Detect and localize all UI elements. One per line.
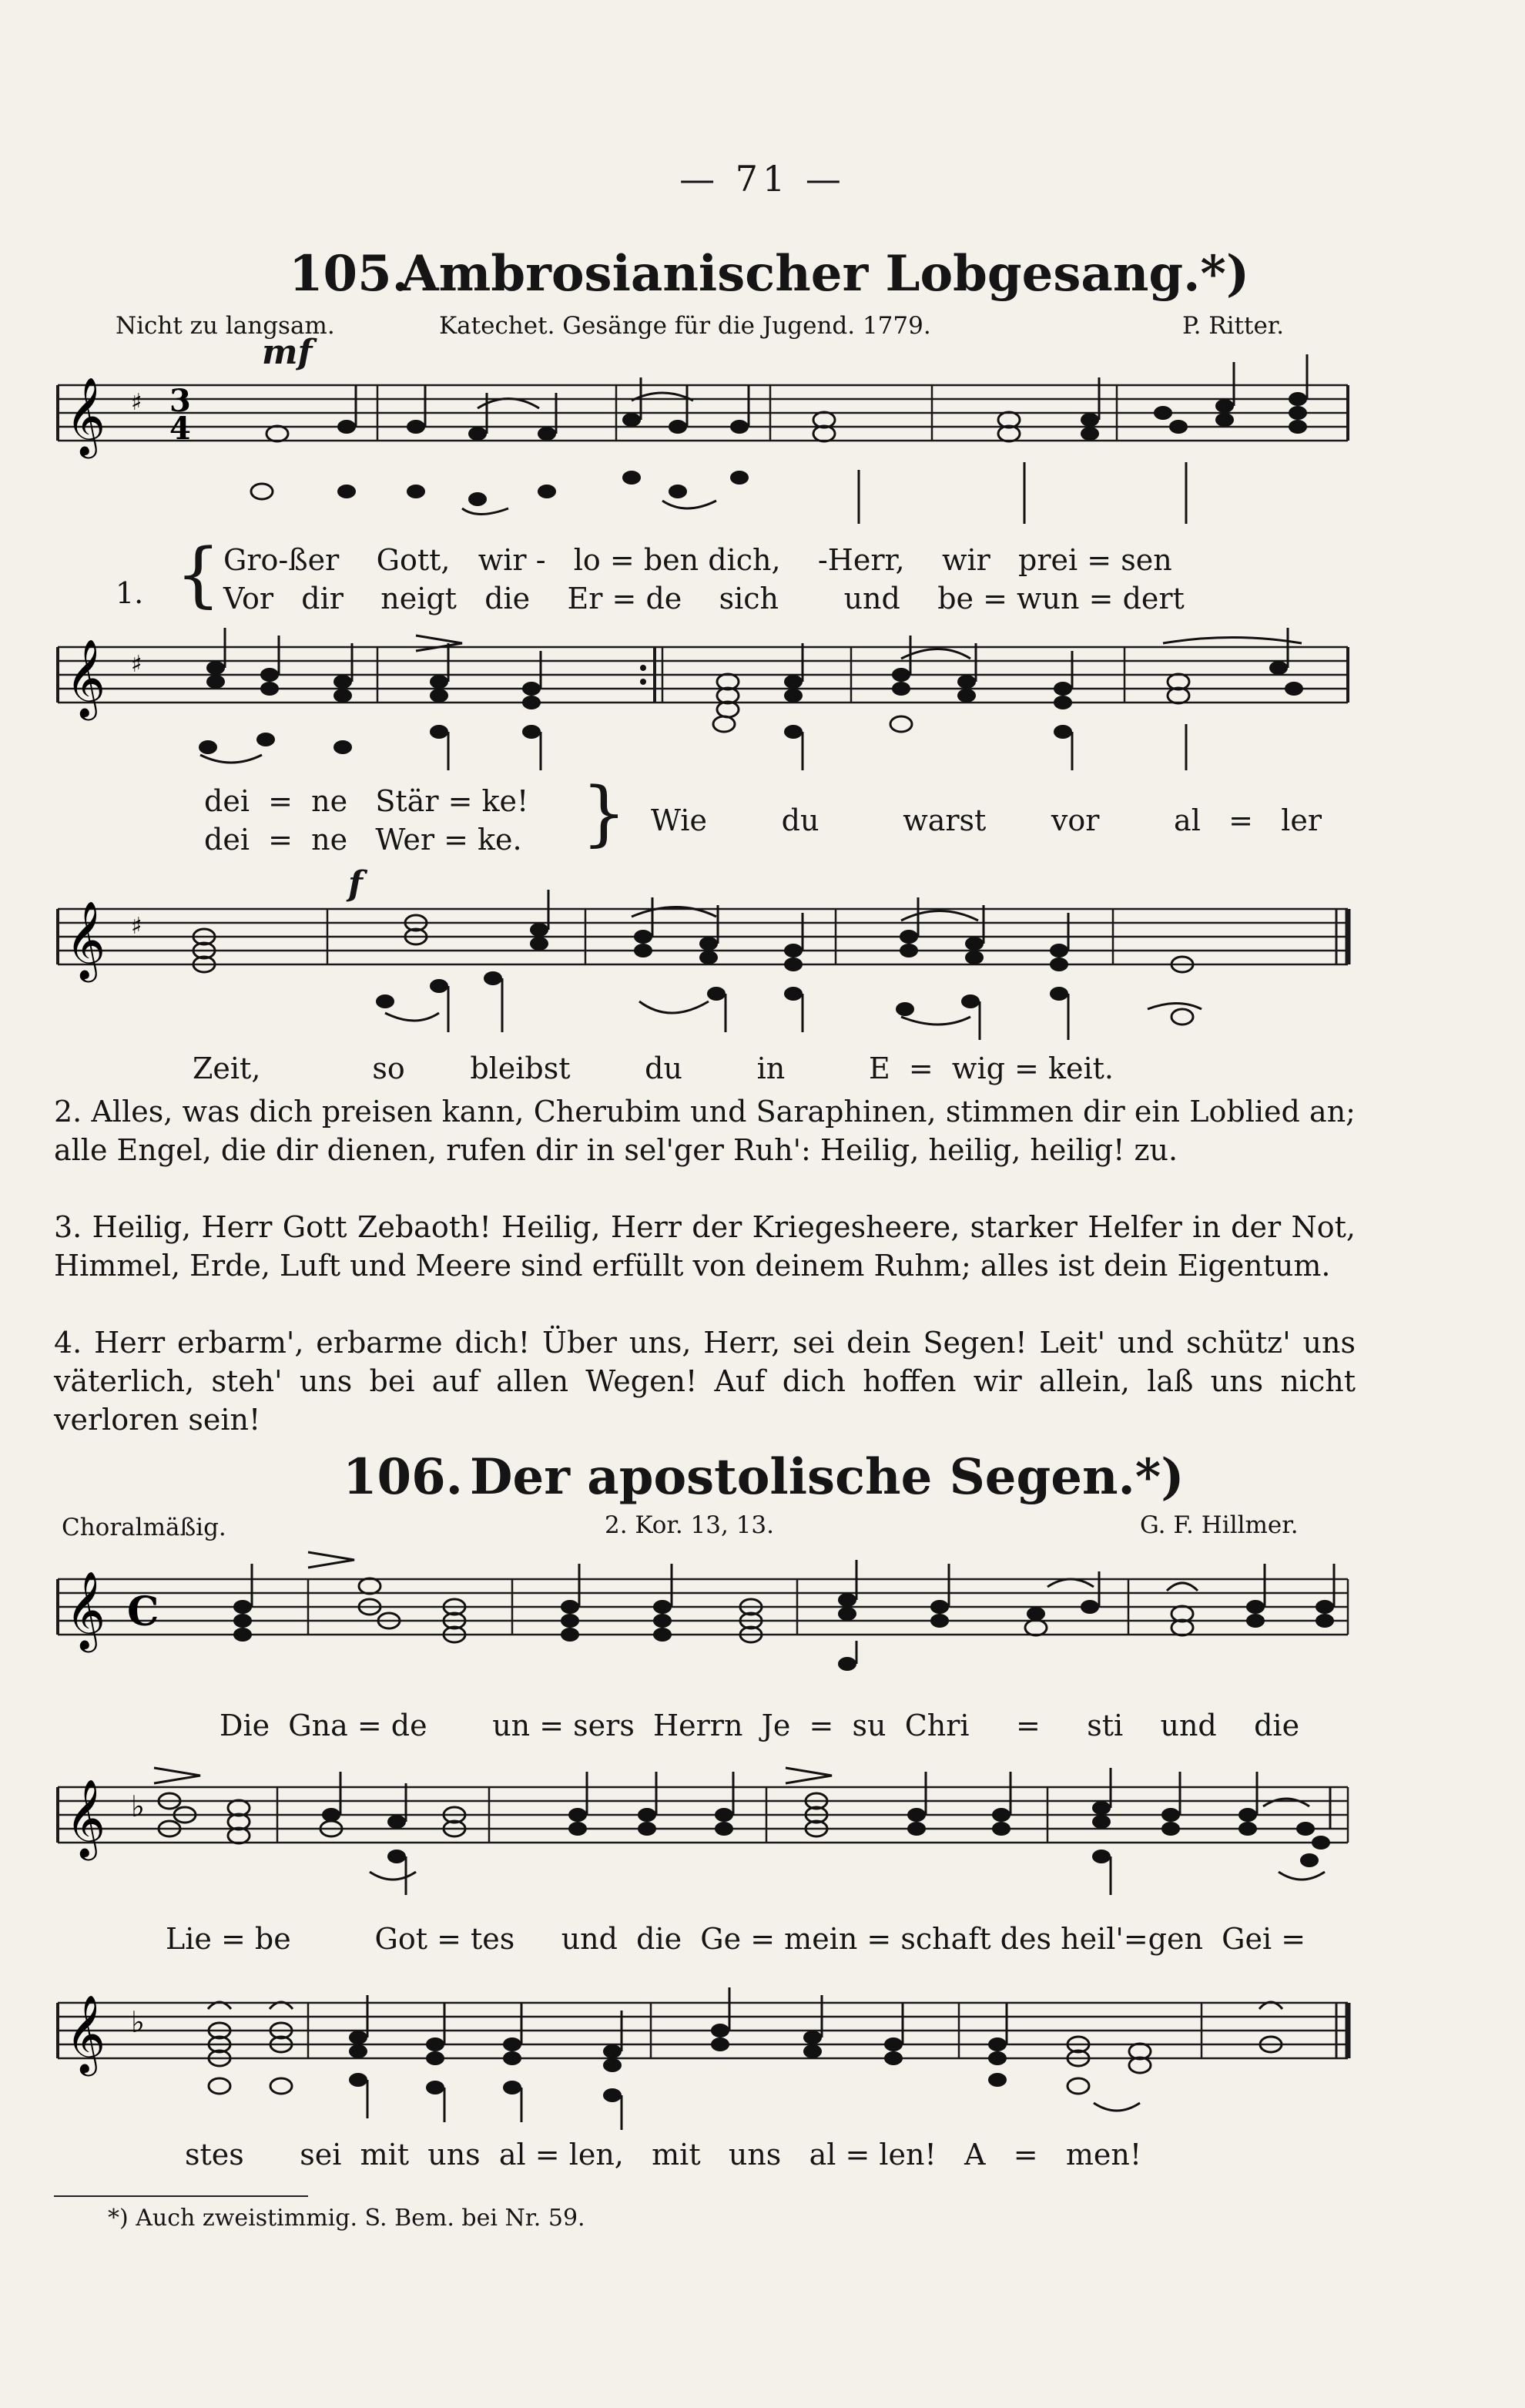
treble-clef-icon: 𝄞 [65,376,106,455]
hymn-105-lyric-2a: dei = ne Stär = ke! [204,784,529,818]
common-time-icon: C [127,1588,159,1635]
hymn-105-title: Ambrosianischer Lobgesang.*) [401,245,1250,303]
slurs [200,636,1302,763]
hymn-106-staff-system-3 [46,1995,1356,2134]
hymn-105-staff-system-3 [46,901,1356,1055]
hymn-105-tempo: Nicht zu langsam. [116,312,335,340]
hymn-106-composer: G. F. Hillmer. [1140,1511,1299,1539]
hymn-106-title: Der apostolische Segen.*) [470,1448,1185,1506]
hymn-105-staff-system-1 [46,377,1356,555]
fermatas [208,2002,1282,2111]
sharp-icon: ♯ [131,651,142,678]
hymn-106-staff-system-2 [46,1779,1356,1918]
slurs [154,1768,1325,1880]
treble-clef-icon: 𝄞 [65,1570,106,1649]
hymn-106-tempo: Choralmäßig. [62,1514,226,1541]
verse-2: 2. Alles, was dich preisen kann, Cherubim und Saraphinen, stimmen dir ein Loblied an; alle Engel, die dir dienen, rufen dir in sel'ger Ruh': Heilig, heilig, heilig! zu. [54,1095,1356,1167]
hymn-106-number: 106. [343,1448,463,1506]
flat-icon: ♭ [131,2005,145,2039]
hymn-105-lyric-3: Zeit, so bleibst du in E = wig = keit. [193,1051,1114,1085]
dynamic-mf: mf [262,333,313,372]
treble-clef-icon: 𝄞 [65,1778,106,1857]
closing-brace-icon: } [582,772,627,854]
note-stems [225,628,1288,770]
brace-icon: { [176,533,221,615]
treble-clef-icon: 𝄞 [65,638,106,717]
page-number: — 71 — [679,158,846,200]
note-heads [251,392,1307,506]
slurs [308,1552,1198,1591]
hymn-105-staff-system-2 [46,639,1356,778]
flat-icon: ♭ [131,1789,145,1823]
hymn-105-composer: P. Ritter. [1182,312,1285,340]
hymn-106-staff-system-1 [46,1571,1356,1702]
staff-lines [58,2003,1348,2058]
hymn-105-lyric-2b: dei = ne Wer = ke. [204,823,522,857]
verse-number: 1. [116,576,144,610]
note-heads [159,1793,1330,1867]
staff-lines [58,1787,1348,1843]
hymn-106-source: 2. Kor. 13, 13. [605,1511,774,1539]
hymn-106-lyric-3: stes sei mit uns al = len, mit uns al = len! A = men! [185,2138,1142,2172]
hymn-105-lyric-1a: Gro-ßer Gott, wir - lo = ben dich, -Herr, wir prei = sen [223,543,1172,577]
hymn-105-source: Katechet. Gesänge für die Jugend. 1779. [439,312,931,340]
footnote-rule [54,2195,308,2197]
dynamic-f: f [348,864,363,904]
time-signature-bottom: 4 [169,411,191,447]
verse-3: 3. Heilig, Herr Gott Zebaoth! Heilig, Herr der Kriegesheere, starker Helfer in der Not, Himmel, Erde, Luft und Meere sind erfüllt von deinem Ruhm; alles ist dein Eigentum. [54,1210,1356,1283]
sharp-icon: ♯ [131,389,142,416]
treble-clef-icon: 𝄞 [65,1994,106,2073]
hymn-105-lyric-2-shared: Wie du warst vor al = ler [651,803,1322,837]
sharp-icon: ♯ [131,913,142,940]
treble-clef-icon: 𝄞 [65,900,106,979]
hymn-105-number: 105. [289,245,409,303]
time-signature-top: 3 [169,383,191,419]
staff-lines [58,647,1348,703]
footnote: *) Auch zweistimmig. S. Bem. bei Nr. 59. [108,2205,585,2232]
note-heads [209,2023,1282,2102]
hymn-105-lyric-1b: Vor dir neigt die Er = de sich und be = wun = dert [223,582,1185,615]
hymn-106-lyric-2: Lie = be Got = tes und die Ge = mein = schaft des heil'=gen Gei = [166,1922,1306,1956]
verse-4: 4. Herr erbarm', erbarme dich! Über uns, Herr, sei dein Segen! Leit' und schütz' uns väterlich, steh' uns bei auf allen Wegen! Auf dich hoffen wir allein, laß uns nicht verloren sein! [54,1326,1356,1437]
hymn-106-lyric-1: Die Gna = de un = sers Herrn Je = su Chri = sti und die [220,1709,1300,1742]
